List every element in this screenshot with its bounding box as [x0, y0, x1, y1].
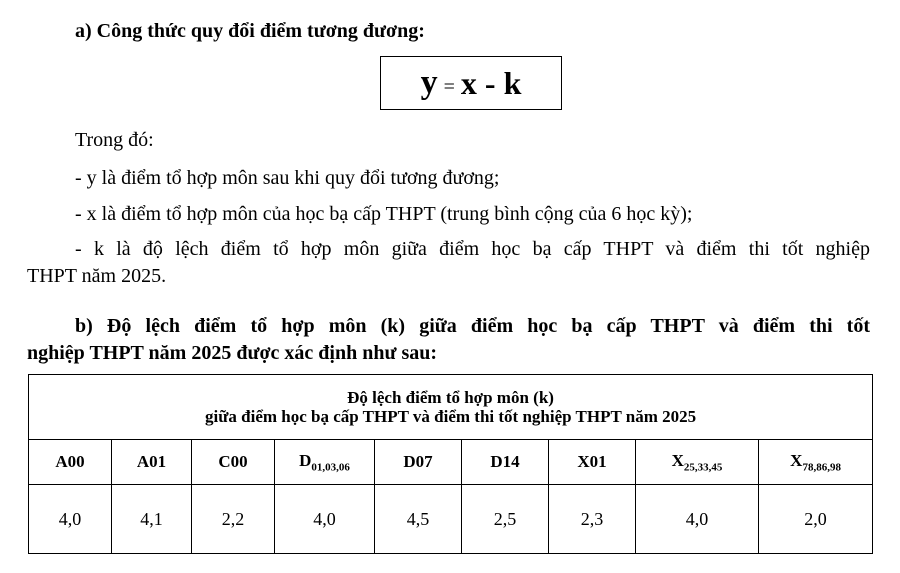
header-cell-a01: A01 — [112, 440, 192, 485]
formula-box — [380, 56, 562, 110]
formula-k: k — [503, 64, 522, 101]
header-cell-c00: C00 — [192, 440, 275, 485]
value-cell-a00: 4,0 — [29, 485, 112, 554]
value-cell-d010306: 4,0 — [275, 485, 375, 554]
table-caption-line1: Độ lệch điểm tổ hợp môn (k) — [347, 388, 554, 407]
header-cell-a00: A00 — [29, 440, 112, 485]
value-cell-a01: 4,1 — [112, 485, 192, 554]
deviation-table — [28, 374, 873, 554]
value-cell-c00: 2,2 — [192, 485, 275, 554]
formula-y: y — [420, 64, 438, 101]
table-caption — [29, 375, 873, 440]
header-cell-d14: D14 — [462, 440, 549, 485]
value-cell-x788698: 2,0 — [759, 485, 873, 554]
value-cell-x253345: 4,0 — [636, 485, 759, 554]
header-cell-x788698: $X_{78,86,98}$ — [759, 440, 873, 485]
definition-x: - x là điểm tổ hợp môn của học bạ cấp THPT (trung bình cộng của 6 học kỳ); — [75, 203, 693, 225]
value-cell-x01: 2,3 — [549, 485, 636, 554]
header-cell-d010306: $D_{01,03,06}$ — [275, 440, 375, 485]
value-cell-d07: 4,5 — [375, 485, 462, 554]
definition-y: - y là điểm tổ hợp môn sau khi quy đổi tương đương; — [75, 167, 500, 189]
section-b-heading-line2: nghiệp THPT năm 2025 được xác định như sau: — [27, 342, 438, 364]
section-a-heading: a) Công thức quy đổi điểm tương đương: — [75, 20, 425, 42]
definition-k-line2: THPT năm 2025. — [27, 265, 167, 287]
value-cell-d14: 2,5 — [462, 485, 549, 554]
table-caption-row — [29, 375, 873, 440]
header-cell-d07: D07 — [375, 440, 462, 485]
formula-x: x — [460, 64, 477, 101]
formula-equals: = — [443, 75, 455, 98]
trong-do-label: Trong đó: — [75, 129, 154, 151]
definition-k-line1: - k là độ lệch điểm tổ hợp môn giữa điểm học bạ cấp THPT và điểm thi tốt nghiệp — [75, 238, 870, 260]
header-cell-x01: X01 — [549, 440, 636, 485]
section-b-heading-line1: b) Độ lệch điểm tổ hợp môn (k) giữa điểm học bạ cấp THPT và điểm thi tốt — [75, 315, 870, 337]
table-value-row — [29, 485, 873, 554]
table-header-row — [29, 440, 873, 485]
table-caption-line2: giữa điểm học bạ cấp THPT và điểm thi tốt nghiệp THPT năm 2025 — [204, 407, 697, 426]
header-cell-x253345: $X_{25,33,45}$ — [636, 440, 759, 485]
formula-minus: - — [484, 64, 496, 101]
